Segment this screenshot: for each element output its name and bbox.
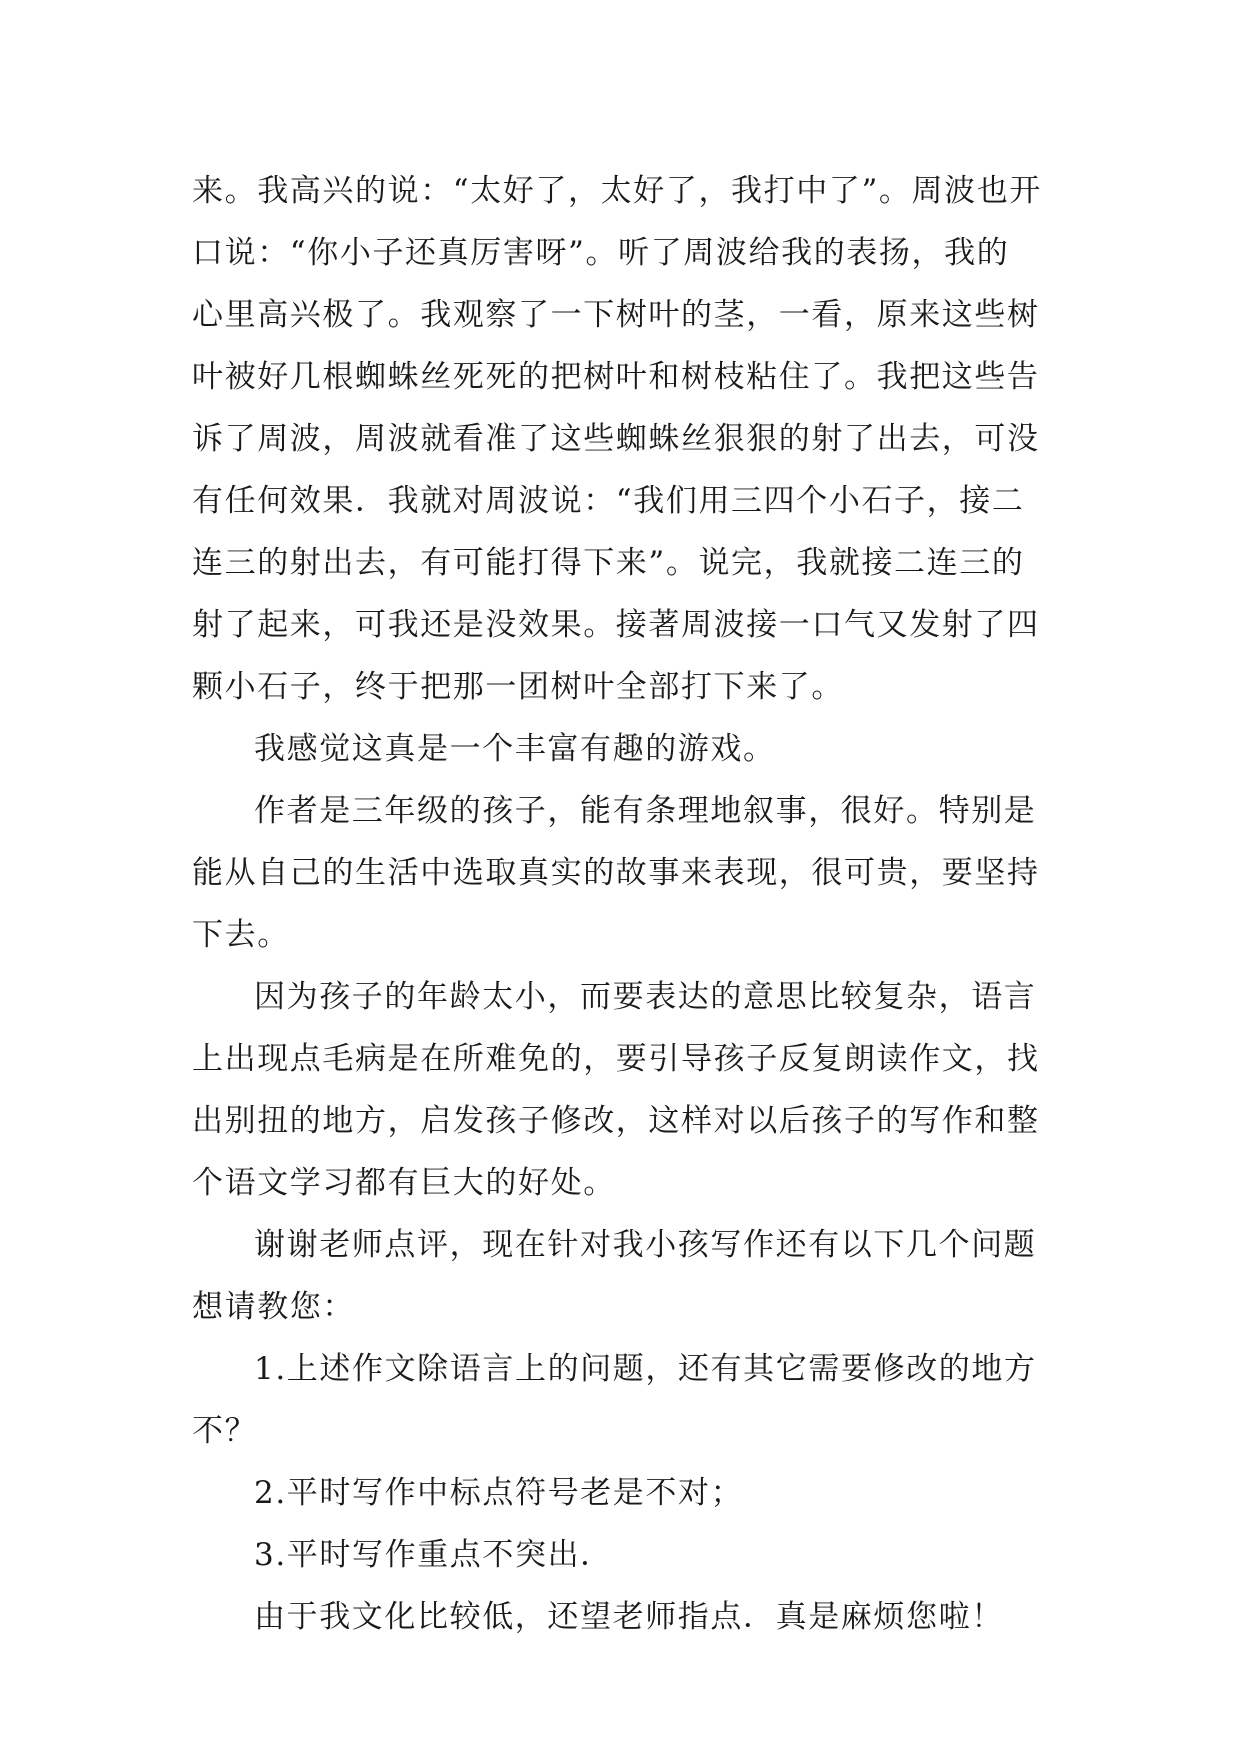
text-line: 不？ xyxy=(192,1413,258,1449)
text-line: 诉了周波，周波就看准了这些蜘蛛丝狠狠的射了出去，可没 xyxy=(192,421,1040,457)
paragraph-teacher-comment-2 xyxy=(192,966,1062,1214)
paragraph-question-3 xyxy=(192,1524,1062,1586)
text-line: 个语文学习都有巨大的好处。 xyxy=(192,1165,616,1201)
text-line: 口说：“你小子还真厉害呀”。听了周波给我的表扬，我的 xyxy=(192,235,1010,271)
text-line: 我感觉这真是一个丰富有趣的游戏。 xyxy=(254,731,776,767)
text-line: 因为孩子的年龄太小，而要表达的意思比较复杂，语言 xyxy=(254,979,1037,1015)
text-line: 来。我高兴的说：“太好了，太好了，我打中了”。周波也开 xyxy=(192,173,1042,209)
text-line: 心里高兴极了。我观察了一下树叶的茎，一看，原来这些树 xyxy=(192,297,1040,333)
text-line: 上出现点毛病是在所难免的，要引导孩子反复朗读作文，找 xyxy=(192,1041,1040,1077)
text-line: 连三的射出去，有可能打得下来”。说完，我就接二连三的 xyxy=(192,545,1025,581)
paragraph-closing xyxy=(192,1586,1062,1648)
text-line: 能从自己的生活中选取真实的故事来表现，很可贵，要坚持 xyxy=(192,855,1040,891)
text-line: 1.上述作文除语言上的问题，还有其它需要修改的地方 xyxy=(254,1351,1037,1387)
paragraph-conclusion xyxy=(192,718,1062,780)
text-line: 射了起来，可我还是没效果。接著周波接一口气又发射了四 xyxy=(192,607,1040,643)
text-line: 由于我文化比较低，还望老师指点．真是麻烦您啦！ xyxy=(254,1599,1004,1635)
text-line: 2.平时写作中标点符号老是不对； xyxy=(254,1475,744,1511)
text-line: 作者是三年级的孩子，能有条理地叙事，很好。特别是 xyxy=(254,793,1037,829)
paragraph-parent-thanks xyxy=(192,1214,1062,1338)
paragraph-teacher-comment-1 xyxy=(192,780,1062,966)
paragraph-question-2 xyxy=(192,1462,1062,1524)
text-line: 想请教您： xyxy=(192,1289,355,1325)
text-line: 颗小石子，终于把那一团树叶全部打下来了。 xyxy=(192,669,844,705)
text-line: 有任何效果．我就对周波说：“我们用三四个小石子，接二 xyxy=(192,483,1025,519)
text-line: 叶被好几根蜘蛛丝死死的把树叶和树枝粘住了。我把这些告 xyxy=(192,359,1040,395)
document-body xyxy=(192,160,1062,1648)
text-line: 3.平时写作重点不突出． xyxy=(254,1537,613,1573)
paragraph-question-1 xyxy=(192,1338,1062,1462)
text-line: 出别扭的地方，启发孩子修改，这样对以后孩子的写作和整 xyxy=(192,1103,1040,1139)
text-line: 谢谢老师点评，现在针对我小孩写作还有以下几个问题 xyxy=(254,1227,1037,1263)
paragraph-story-continued xyxy=(192,160,1062,718)
text-line: 下去。 xyxy=(192,917,290,953)
